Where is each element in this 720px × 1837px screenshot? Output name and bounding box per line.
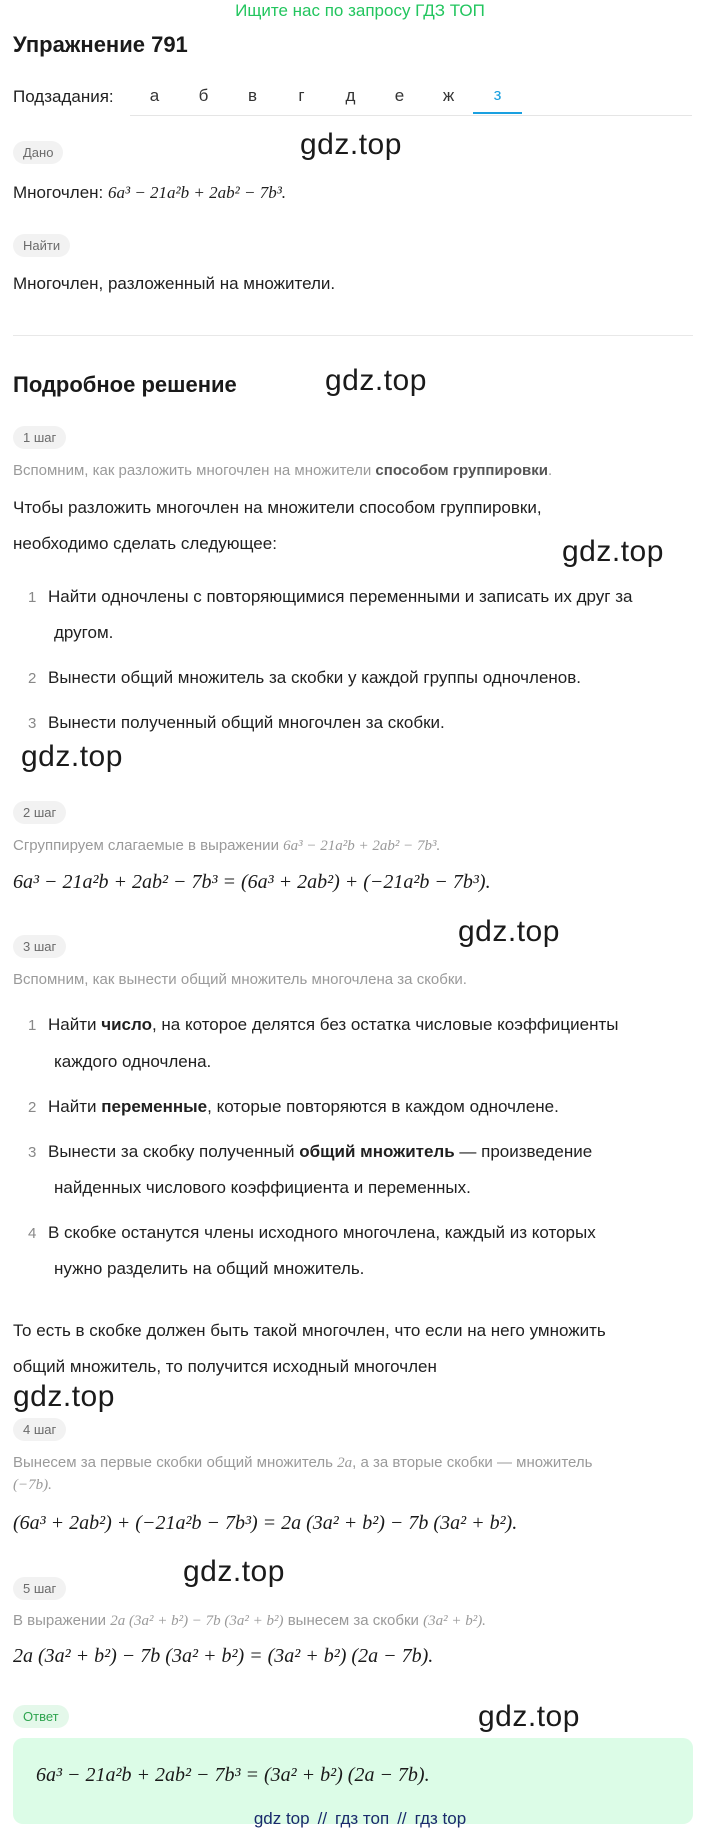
- step-1-item-2: [28, 660, 581, 696]
- step-5-equation: 2a (3a² + b²) − 7b (3a² + b²) = (3a² + b²) (2a − 7b).: [13, 1645, 434, 1667]
- find-badge: Найти: [13, 234, 70, 257]
- tab-b[interactable]: б: [198, 86, 209, 105]
- list-number: 2: [28, 1099, 37, 1116]
- step-2-hint-expr: 6a³ − 21a²b + 2ab² − 7b³.: [283, 838, 441, 854]
- given-poly: 6a³ − 21a²b + 2ab² − 7b³.: [107, 183, 287, 202]
- step-1-item-1: [28, 579, 632, 615]
- footer-link-3[interactable]: гдз top: [414, 1809, 467, 1828]
- bold-term: число: [101, 1015, 152, 1034]
- tab-e[interactable]: е: [394, 86, 405, 105]
- tab-v[interactable]: в: [247, 86, 258, 105]
- list-number: 1: [28, 589, 37, 606]
- math-part: (3a² + b²).: [423, 1613, 486, 1629]
- step-3-item-2: [28, 1089, 559, 1125]
- step-3-item-1: [28, 1007, 619, 1043]
- text-part: Вынесем за первые скобки общий множитель: [13, 1454, 338, 1471]
- text-part: , которые повторяются в каждом одночлене.: [207, 1097, 559, 1116]
- tab-a[interactable]: а: [149, 86, 160, 105]
- footer-link-2[interactable]: гдз топ: [335, 1809, 390, 1828]
- step-1-hint-bold: способом группировки: [375, 462, 548, 479]
- list-item-text: Вынести полученный общий многочлен за скобки.: [48, 713, 445, 732]
- tabs-divider: [130, 115, 692, 116]
- text-part: Найти: [48, 1015, 102, 1034]
- bold-term: переменные: [101, 1097, 208, 1116]
- tab-z[interactable]: з: [473, 78, 522, 114]
- footer-separator: //: [397, 1809, 407, 1828]
- step-3-conclusion-2: общий множитель, то получится исходный многочлен: [13, 1357, 437, 1376]
- step-1-item-3: [28, 705, 445, 741]
- step-3-item-3: [28, 1134, 592, 1170]
- list-item-text: Найти одночлены с повторяющимися переменными и записать их друг за: [48, 587, 633, 606]
- step-5-badge: 5 шаг: [13, 1577, 66, 1600]
- step-2-hint: [13, 837, 440, 855]
- watermark: gdz.top: [183, 1555, 285, 1588]
- step-1-hint: [13, 462, 552, 479]
- step-1-item-1-line-2: другом.: [54, 623, 114, 642]
- text-part: Найти: [48, 1097, 102, 1116]
- step-1-intro-2: необходимо сделать следующее:: [13, 534, 277, 553]
- step-4-hint-line-1: [13, 1454, 592, 1472]
- step-1-badge: 1 шаг: [13, 426, 66, 449]
- step-3-hint: Вспомним, как вынести общий множитель многочлена за скобки.: [13, 971, 467, 988]
- find-text: Многочлен, разложенный на множители.: [13, 274, 336, 293]
- step-2-badge: 2 шаг: [13, 801, 66, 824]
- watermark: gdz.top: [325, 364, 427, 397]
- step-1-hint-c: .: [547, 462, 553, 479]
- answer-equation: 6a³ − 21a²b + 2ab² − 7b³ = (3a² + b²) (2a − 7b).: [36, 1764, 430, 1786]
- math-part: 2a (3a² + b²) − 7b (3a² + b²): [110, 1613, 284, 1629]
- text-part: Вынести за скобку полученный: [48, 1142, 300, 1161]
- watermark: gdz.top: [478, 1700, 580, 1733]
- given-text: [13, 175, 286, 211]
- step-2-equation: 6a³ − 21a²b + 2ab² − 7b³ = (6a³ + 2ab²) + (−21a²b − 7b³).: [13, 871, 491, 893]
- watermark: gdz.top: [13, 1380, 115, 1413]
- tab-g[interactable]: г: [298, 86, 305, 105]
- list-number: 2: [28, 670, 37, 687]
- step-4-hint-line-2: (−7b).: [13, 1477, 52, 1493]
- step-3-item-1-line-2: каждого одночлена.: [54, 1052, 212, 1071]
- bold-term: общий множитель: [299, 1142, 455, 1161]
- list-item-text: Вынести общий множитель за скобки у каждой группы одночленов.: [48, 668, 582, 687]
- step-3-item-4: [28, 1215, 596, 1251]
- step-5-hint: [13, 1612, 486, 1630]
- footer-links: [0, 1809, 720, 1829]
- footer-separator: //: [317, 1809, 328, 1828]
- step-3-item-4-line-2: нужно разделить на общий множитель.: [54, 1259, 365, 1278]
- tab-d[interactable]: д: [345, 86, 356, 105]
- watermark: gdz.top: [300, 128, 402, 161]
- step-4-badge: 4 шаг: [13, 1418, 66, 1441]
- step-3-badge: 3 шаг: [13, 935, 66, 958]
- step-2-hint-text: Сгруппируем слагаемые в выражении: [13, 837, 284, 854]
- answer-badge: Ответ: [13, 1705, 69, 1728]
- text-part: , на которое делятся без остатка числовые коэффициенты: [151, 1015, 619, 1034]
- step-3-conclusion-1: То есть в скобке должен быть такой многочлен, что если на него умножить: [13, 1321, 606, 1340]
- step-1-intro-1: Чтобы разложить многочлен на множители способом группировки,: [13, 498, 542, 517]
- step-4-equation: (6a³ + 2ab²) + (−21a²b − 7b³) = 2a (3a² + b²) − 7b (3a² + b²).: [13, 1512, 518, 1534]
- watermark: gdz.top: [21, 740, 123, 773]
- section-divider: [13, 335, 693, 336]
- text-part: , а за вторые скобки — множитель: [352, 1454, 593, 1471]
- step-3-item-3-line-2: найденных числового коэффициента и переменных.: [54, 1178, 471, 1197]
- top-banner: Ищите нас по запросу ГДЗ ТОП: [235, 1, 485, 20]
- list-item-text: В скобке останутся члены исходного многочлена, каждый из которых: [48, 1223, 596, 1242]
- text-part: — произведение: [454, 1142, 593, 1161]
- watermark: gdz.top: [562, 535, 664, 568]
- text-part: вынесем за скобки: [283, 1612, 424, 1629]
- footer-link-1[interactable]: gdz top: [253, 1809, 310, 1828]
- list-number: 4: [28, 1225, 37, 1242]
- math-part: 2a: [337, 1455, 353, 1471]
- step-1-hint-a: Вспомним, как разложить многочлен на множители: [13, 462, 376, 479]
- solution-title: Подробное решение: [13, 372, 237, 397]
- page-title: Упражнение 791: [13, 32, 188, 57]
- watermark: gdz.top: [458, 915, 560, 948]
- text-part: В выражении: [13, 1612, 111, 1629]
- given-prefix: Многочлен:: [13, 183, 108, 202]
- subtasks-label: Подзадания:: [13, 87, 114, 106]
- list-number: 1: [28, 1017, 37, 1034]
- given-badge: Дано: [13, 141, 63, 164]
- list-number: 3: [28, 715, 37, 732]
- subtask-tabs: [130, 78, 522, 114]
- list-number: 3: [28, 1144, 37, 1161]
- tab-zh[interactable]: ж: [442, 86, 455, 105]
